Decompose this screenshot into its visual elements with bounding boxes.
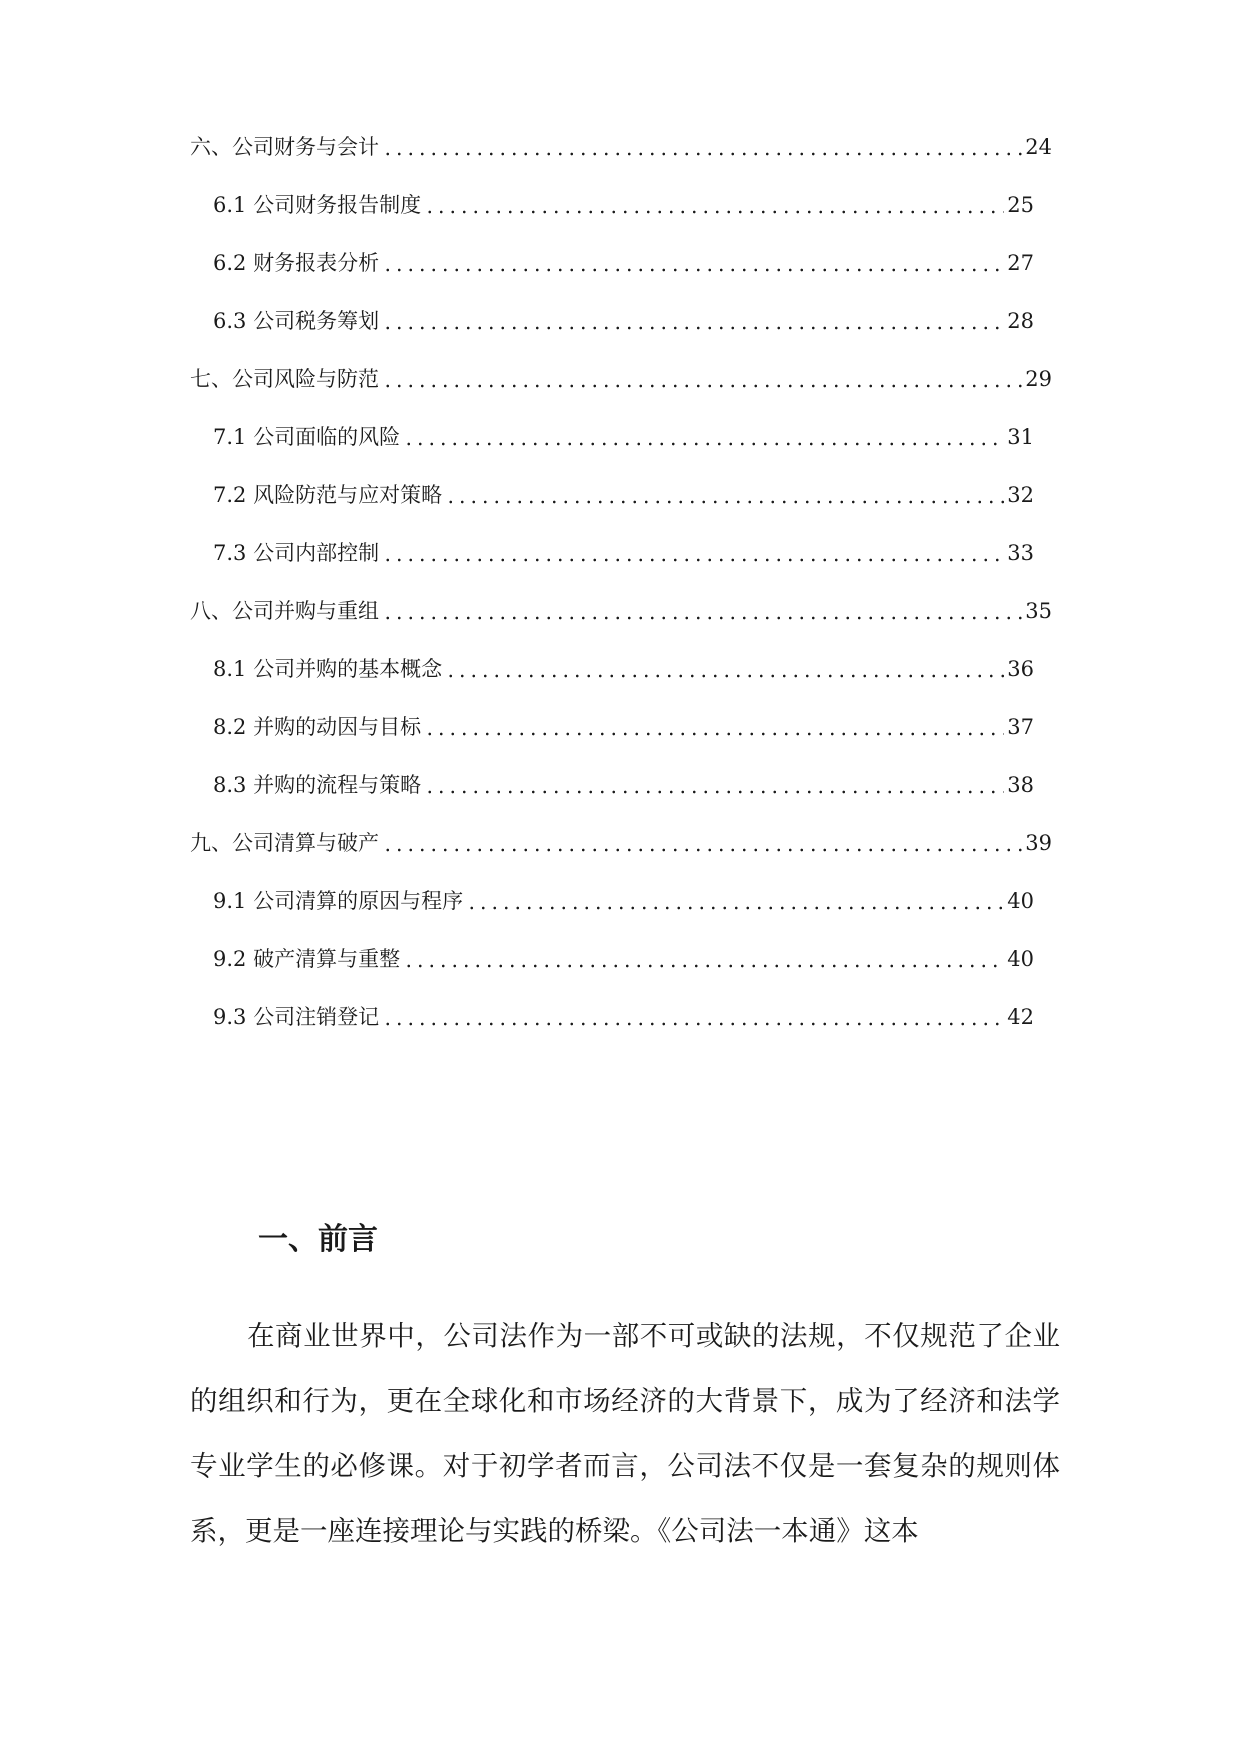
toc-page-number: 36 [1007,657,1034,681]
toc-entry-title: 6.3 公司税务筹划 [213,309,380,333]
toc-entry-title: 8.3 并购的流程与策略 [213,773,422,797]
toc-entry-title: 七、公司风险与防范 [190,367,379,391]
toc-page-number: 25 [1007,193,1034,217]
toc-page-number: 35 [1025,599,1052,623]
toc-page-number: 29 [1025,367,1052,391]
toc-dot-leader [382,127,1022,167]
toc-entry[interactable] [0,243,1241,283]
toc-dot-leader [382,243,1004,283]
section-heading: 一、前言 [258,1222,378,1257]
toc-dot-leader [382,533,1004,573]
toc-entry[interactable] [0,823,1241,863]
toc-dot-leader [424,185,1004,225]
toc-entry-title: 6.1 公司财务报告制度 [213,193,422,217]
toc-entry-title: 9.2 破产清算与重整 [213,947,401,971]
toc-page-number: 40 [1007,947,1034,971]
toc-entry[interactable] [0,359,1241,399]
toc-entry-title: 7.2 风险防范与应对策略 [213,483,443,507]
toc-dot-leader [382,301,1004,341]
toc-entry[interactable] [0,649,1241,689]
toc-entry[interactable] [0,939,1241,979]
toc-page-number: 24 [1025,135,1052,159]
toc-entry[interactable] [0,707,1241,747]
toc-entry[interactable] [0,765,1241,805]
toc-entry-title: 六、公司财务与会计 [190,135,379,159]
toc-dot-leader [403,939,1004,979]
toc-entry[interactable] [0,533,1241,573]
toc-dot-leader [382,591,1022,631]
toc-page-number: 32 [1007,483,1034,507]
toc-dot-leader [466,881,1004,921]
toc-page-number: 31 [1007,425,1034,449]
toc-page-number: 38 [1007,773,1034,797]
intro-paragraph: 在商业世界中，公司法作为一部不可或缺的法规，不仅规范了企业的组织和行为，更在全球化和市场经济的大背景下，成为了经济和法学专业学生的必修课。对于初学者而言，公司法不仅是一套复杂的规则体系，更是一座连接理论与实践的桥梁。《公司法一本通》这本 [190,1320,1060,1547]
toc-page-number: 37 [1007,715,1034,739]
toc-entry-title: 7.1 公司面临的风险 [213,425,401,449]
toc-dot-leader [382,997,1004,1037]
toc-dot-leader [403,417,1004,457]
toc-entry-title: 7.3 公司内部控制 [213,541,380,565]
toc-entry-title: 九、公司清算与破产 [190,831,379,855]
toc-entry[interactable] [0,997,1241,1037]
toc-entry-title: 9.3 公司注销登记 [213,1005,380,1029]
toc-entry-title: 8.1 公司并购的基本概念 [213,657,443,681]
toc-page-number: 40 [1007,889,1034,913]
toc-entry[interactable] [0,881,1241,921]
toc-entry-title: 9.1 公司清算的原因与程序 [213,889,464,913]
toc-entry[interactable] [0,475,1241,515]
toc-dot-leader [424,707,1004,747]
toc-entry[interactable] [0,185,1241,225]
toc-page-number: 39 [1025,831,1052,855]
toc-dot-leader [424,765,1004,805]
toc-entry[interactable] [0,417,1241,457]
toc-entry[interactable] [0,127,1241,167]
toc-entry-title: 6.2 财务报表分析 [213,251,380,275]
toc-dot-leader [382,359,1022,399]
toc-entry[interactable] [0,591,1241,631]
toc-dot-leader [445,475,1004,515]
toc-entry-title: 八、公司并购与重组 [190,599,379,623]
toc-dot-leader [382,823,1022,863]
toc-entry-title: 8.2 并购的动因与目标 [213,715,422,739]
toc-page-number: 28 [1007,309,1034,333]
toc-page-number: 42 [1007,1005,1034,1029]
toc-page-number: 33 [1007,541,1034,565]
toc-dot-leader [445,649,1004,689]
toc-page-number: 27 [1007,251,1034,275]
toc-entry[interactable] [0,301,1241,341]
